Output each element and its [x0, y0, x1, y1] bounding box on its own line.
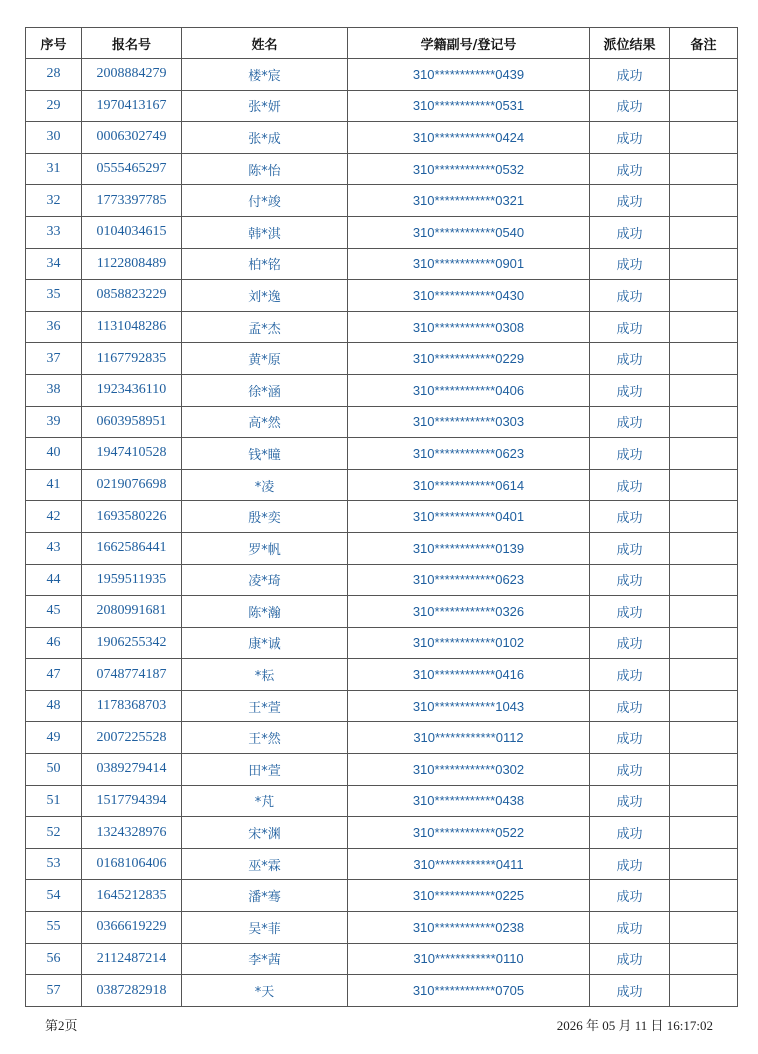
- cell-seq: 33: [26, 216, 82, 248]
- cell-registration-no: 0555465297: [82, 153, 182, 185]
- cell-name: 康*诚: [182, 627, 348, 659]
- cell-name: 巫*霖: [182, 848, 348, 880]
- cell-student-id: 310************0438: [348, 785, 590, 817]
- cell-name: 潘*骞: [182, 880, 348, 912]
- cell-student-id: 310************0229: [348, 343, 590, 375]
- cell-result: 成功: [590, 659, 670, 691]
- cell-student-id: 310************0308: [348, 311, 590, 343]
- table-row: [26, 311, 738, 343]
- cell-note: [670, 659, 738, 691]
- cell-seq: 56: [26, 943, 82, 975]
- cell-registration-no: 1167792835: [82, 343, 182, 375]
- cell-note: [670, 564, 738, 596]
- table-row: [26, 817, 738, 849]
- cell-name: 高*然: [182, 406, 348, 438]
- cell-seq: 28: [26, 59, 82, 91]
- cell-student-id: 310************1043: [348, 690, 590, 722]
- cell-student-id: 310************0705: [348, 975, 590, 1007]
- cell-note: [670, 153, 738, 185]
- cell-registration-no: 1959511935: [82, 564, 182, 596]
- cell-name: *凌: [182, 469, 348, 501]
- cell-note: [670, 501, 738, 533]
- page-number: 第2页: [45, 1018, 78, 1033]
- cell-seq: 29: [26, 90, 82, 122]
- table-row: [26, 564, 738, 596]
- cell-seq: 34: [26, 248, 82, 280]
- cell-student-id: 310************0411: [348, 848, 590, 880]
- cell-result: 成功: [590, 596, 670, 628]
- cell-name: 黄*原: [182, 343, 348, 375]
- table-row: [26, 975, 738, 1007]
- cell-student-id: 310************0430: [348, 280, 590, 312]
- cell-registration-no: 2008884279: [82, 59, 182, 91]
- table-row: [26, 785, 738, 817]
- cell-name: 付*竣: [182, 185, 348, 217]
- cell-result: 成功: [590, 564, 670, 596]
- cell-registration-no: 1906255342: [82, 627, 182, 659]
- cell-student-id: 310************0112: [348, 722, 590, 754]
- cell-note: [670, 880, 738, 912]
- cell-seq: 38: [26, 374, 82, 406]
- cell-note: [670, 311, 738, 343]
- table-row: [26, 216, 738, 248]
- cell-name: 罗*帆: [182, 532, 348, 564]
- cell-result: 成功: [590, 943, 670, 975]
- cell-seq: 30: [26, 122, 82, 154]
- table-row: [26, 722, 738, 754]
- cell-student-id: 310************0303: [348, 406, 590, 438]
- table-row: [26, 596, 738, 628]
- cell-result: 成功: [590, 501, 670, 533]
- cell-seq: 31: [26, 153, 82, 185]
- header-note: 备注: [670, 28, 738, 59]
- table-row: [26, 185, 738, 217]
- cell-student-id: 310************0110: [348, 943, 590, 975]
- table-row: [26, 659, 738, 691]
- cell-seq: 45: [26, 596, 82, 628]
- cell-student-id: 310************0623: [348, 438, 590, 470]
- cell-registration-no: 1178368703: [82, 690, 182, 722]
- cell-name: *芃: [182, 785, 348, 817]
- cell-note: [670, 627, 738, 659]
- cell-note: [670, 690, 738, 722]
- cell-registration-no: 0603958951: [82, 406, 182, 438]
- cell-seq: 50: [26, 754, 82, 786]
- cell-seq: 32: [26, 185, 82, 217]
- header-registration-no: 报名号: [82, 28, 182, 59]
- cell-student-id: 310************0302: [348, 754, 590, 786]
- cell-seq: 46: [26, 627, 82, 659]
- cell-registration-no: 0858823229: [82, 280, 182, 312]
- cell-note: [670, 469, 738, 501]
- header-seq: 序号: [26, 28, 82, 59]
- cell-note: [670, 975, 738, 1007]
- cell-note: [670, 848, 738, 880]
- cell-note: [670, 122, 738, 154]
- cell-name: 韩*淇: [182, 216, 348, 248]
- cell-note: [670, 817, 738, 849]
- cell-result: 成功: [590, 817, 670, 849]
- cell-result: 成功: [590, 880, 670, 912]
- cell-student-id: 310************0424: [348, 122, 590, 154]
- cell-registration-no: 0748774187: [82, 659, 182, 691]
- cell-student-id: 310************0326: [348, 596, 590, 628]
- cell-result: 成功: [590, 754, 670, 786]
- cell-student-id: 310************0238: [348, 912, 590, 944]
- table-row: [26, 90, 738, 122]
- cell-seq: 37: [26, 343, 82, 375]
- cell-student-id: 310************0416: [348, 659, 590, 691]
- cell-seq: 48: [26, 690, 82, 722]
- cell-result: 成功: [590, 90, 670, 122]
- cell-name: 王*然: [182, 722, 348, 754]
- cell-name: 陈*瀚: [182, 596, 348, 628]
- cell-note: [670, 248, 738, 280]
- cell-seq: 49: [26, 722, 82, 754]
- cell-registration-no: 1324328976: [82, 817, 182, 849]
- cell-result: 成功: [590, 722, 670, 754]
- cell-seq: 52: [26, 817, 82, 849]
- cell-note: [670, 912, 738, 944]
- cell-name: 凌*琦: [182, 564, 348, 596]
- cell-result: 成功: [590, 975, 670, 1007]
- cell-note: [670, 59, 738, 91]
- cell-result: 成功: [590, 343, 670, 375]
- cell-name: 刘*逸: [182, 280, 348, 312]
- cell-note: [670, 785, 738, 817]
- table-row: [26, 469, 738, 501]
- cell-seq: 51: [26, 785, 82, 817]
- cell-registration-no: 1773397785: [82, 185, 182, 217]
- cell-registration-no: 1131048286: [82, 311, 182, 343]
- table-row: [26, 690, 738, 722]
- table-row: [26, 754, 738, 786]
- header-student-id: 学籍副号/登记号: [348, 28, 590, 59]
- cell-seq: 47: [26, 659, 82, 691]
- cell-result: 成功: [590, 59, 670, 91]
- cell-seq: 55: [26, 912, 82, 944]
- table-row: [26, 848, 738, 880]
- table-row: [26, 153, 738, 185]
- cell-student-id: 310************0531: [348, 90, 590, 122]
- cell-result: 成功: [590, 690, 670, 722]
- table-row: [26, 343, 738, 375]
- header-result: 派位结果: [590, 28, 670, 59]
- cell-result: 成功: [590, 122, 670, 154]
- cell-name: 钱*瞳: [182, 438, 348, 470]
- cell-seq: 42: [26, 501, 82, 533]
- cell-registration-no: 0006302749: [82, 122, 182, 154]
- cell-registration-no: 0389279414: [82, 754, 182, 786]
- cell-result: 成功: [590, 185, 670, 217]
- cell-student-id: 310************0901: [348, 248, 590, 280]
- cell-note: [670, 374, 738, 406]
- cell-name: 楼*宸: [182, 59, 348, 91]
- cell-seq: 53: [26, 848, 82, 880]
- cell-registration-no: 1122808489: [82, 248, 182, 280]
- cell-note: [670, 754, 738, 786]
- table-row: [26, 248, 738, 280]
- cell-result: 成功: [590, 532, 670, 564]
- cell-seq: 39: [26, 406, 82, 438]
- cell-registration-no: 0219076698: [82, 469, 182, 501]
- cell-result: 成功: [590, 912, 670, 944]
- cell-seq: 35: [26, 280, 82, 312]
- table-row: [26, 59, 738, 91]
- cell-name: *耘: [182, 659, 348, 691]
- table-row: [26, 943, 738, 975]
- cell-name: 张*成: [182, 122, 348, 154]
- cell-result: 成功: [590, 848, 670, 880]
- cell-name: 王*萱: [182, 690, 348, 722]
- cell-name: 陈*怡: [182, 153, 348, 185]
- table-row: [26, 374, 738, 406]
- table-row: [26, 532, 738, 564]
- table-row: [26, 280, 738, 312]
- cell-student-id: 310************0540: [348, 216, 590, 248]
- table-row: [26, 880, 738, 912]
- cell-note: [670, 90, 738, 122]
- cell-seq: 54: [26, 880, 82, 912]
- cell-result: 成功: [590, 216, 670, 248]
- cell-note: [670, 216, 738, 248]
- cell-name: 吴*菲: [182, 912, 348, 944]
- cell-registration-no: 1693580226: [82, 501, 182, 533]
- cell-result: 成功: [590, 438, 670, 470]
- cell-registration-no: 1947410528: [82, 438, 182, 470]
- cell-registration-no: 1517794394: [82, 785, 182, 817]
- cell-result: 成功: [590, 374, 670, 406]
- cell-seq: 41: [26, 469, 82, 501]
- cell-result: 成功: [590, 280, 670, 312]
- cell-result: 成功: [590, 469, 670, 501]
- cell-note: [670, 280, 738, 312]
- cell-student-id: 310************0406: [348, 374, 590, 406]
- cell-note: [670, 185, 738, 217]
- cell-seq: 36: [26, 311, 82, 343]
- cell-student-id: 310************0623: [348, 564, 590, 596]
- cell-name: 柏*铭: [182, 248, 348, 280]
- cell-student-id: 310************0102: [348, 627, 590, 659]
- table-row: [26, 627, 738, 659]
- cell-note: [670, 943, 738, 975]
- cell-result: 成功: [590, 153, 670, 185]
- cell-name: 李*茜: [182, 943, 348, 975]
- header-name: 姓名: [182, 28, 348, 59]
- cell-result: 成功: [590, 311, 670, 343]
- cell-result: 成功: [590, 406, 670, 438]
- cell-student-id: 310************0139: [348, 532, 590, 564]
- cell-registration-no: 1923436110: [82, 374, 182, 406]
- cell-name: 殷*奕: [182, 501, 348, 533]
- cell-seq: 44: [26, 564, 82, 596]
- cell-seq: 57: [26, 975, 82, 1007]
- table-body: [26, 59, 738, 1007]
- cell-registration-no: 2007225528: [82, 722, 182, 754]
- cell-student-id: 310************0401: [348, 501, 590, 533]
- cell-name: 孟*杰: [182, 311, 348, 343]
- cell-registration-no: 1645212835: [82, 880, 182, 912]
- cell-registration-no: 0387282918: [82, 975, 182, 1007]
- cell-registration-no: 0104034615: [82, 216, 182, 248]
- cell-student-id: 310************0614: [348, 469, 590, 501]
- cell-registration-no: 1970413167: [82, 90, 182, 122]
- cell-name: 田*萱: [182, 754, 348, 786]
- cell-registration-no: 0366619229: [82, 912, 182, 944]
- cell-registration-no: 2080991681: [82, 596, 182, 628]
- assignment-results-table: [25, 27, 738, 1007]
- cell-seq: 43: [26, 532, 82, 564]
- cell-note: [670, 343, 738, 375]
- cell-note: [670, 438, 738, 470]
- cell-student-id: 310************0532: [348, 153, 590, 185]
- cell-seq: 40: [26, 438, 82, 470]
- cell-note: [670, 406, 738, 438]
- cell-note: [670, 722, 738, 754]
- cell-registration-no: 1662586441: [82, 532, 182, 564]
- cell-name: 宋*渊: [182, 817, 348, 849]
- table-header-row: [26, 28, 738, 59]
- table-row: [26, 501, 738, 533]
- cell-name: 张*妍: [182, 90, 348, 122]
- cell-name: *天: [182, 975, 348, 1007]
- cell-student-id: 310************0439: [348, 59, 590, 91]
- table-row: [26, 912, 738, 944]
- cell-note: [670, 532, 738, 564]
- cell-registration-no: 2112487214: [82, 943, 182, 975]
- cell-result: 成功: [590, 627, 670, 659]
- table-row: [26, 438, 738, 470]
- cell-name: 徐*涵: [182, 374, 348, 406]
- print-timestamp: 2026 年 05 月 11 日 16:17:02: [556, 1018, 713, 1033]
- cell-result: 成功: [590, 785, 670, 817]
- cell-student-id: 310************0522: [348, 817, 590, 849]
- cell-result: 成功: [590, 248, 670, 280]
- cell-student-id: 310************0225: [348, 880, 590, 912]
- cell-registration-no: 0168106406: [82, 848, 182, 880]
- table-row: [26, 406, 738, 438]
- cell-student-id: 310************0321: [348, 185, 590, 217]
- cell-note: [670, 596, 738, 628]
- table-row: [26, 122, 738, 154]
